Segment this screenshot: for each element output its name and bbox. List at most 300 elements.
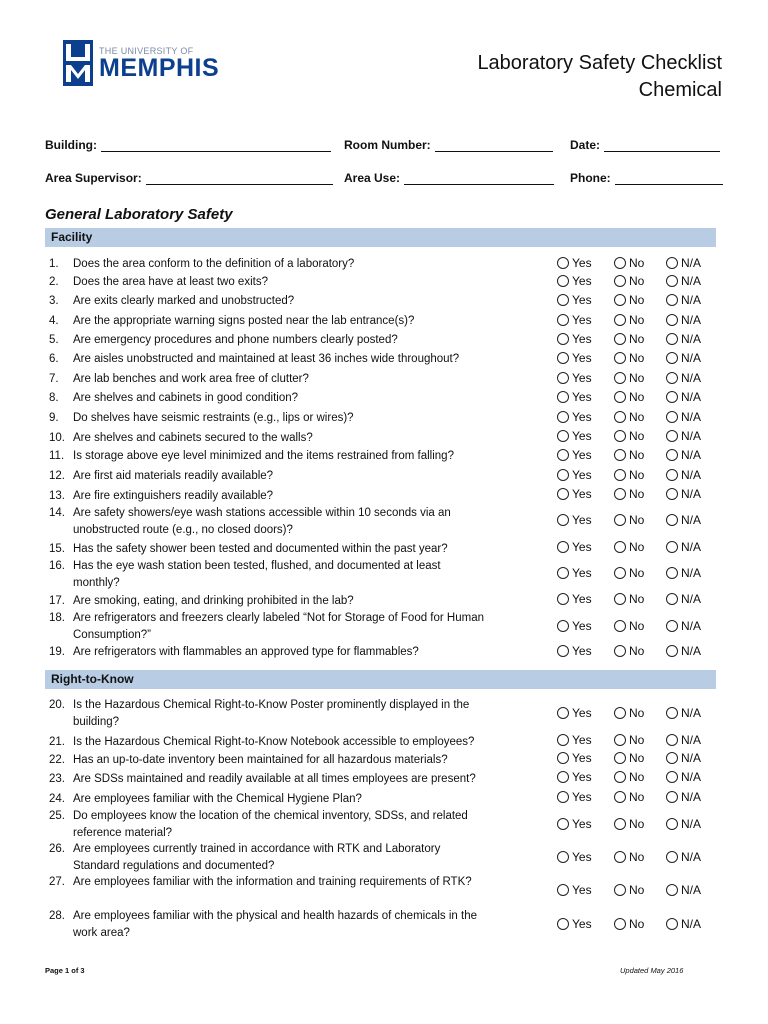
question-item bbox=[49, 593, 489, 610]
question-text: Are aisles unobstructed and maintained at least 36 inches wide throughout? bbox=[73, 353, 460, 365]
option-yes[interactable] bbox=[557, 618, 592, 634]
updated-date: Updated May 2016 bbox=[620, 966, 684, 975]
radio-yes-icon[interactable] bbox=[557, 567, 569, 579]
option-yes-label: Yes bbox=[572, 410, 592, 424]
radio-no-icon[interactable] bbox=[614, 567, 626, 579]
option-yes[interactable] bbox=[557, 512, 592, 528]
option-no-label: No bbox=[629, 751, 645, 765]
option-yes[interactable] bbox=[557, 705, 592, 721]
answer-options bbox=[557, 255, 717, 271]
radio-na-icon[interactable] bbox=[666, 294, 678, 306]
option-yes[interactable] bbox=[557, 409, 592, 425]
option-no[interactable] bbox=[614, 705, 644, 721]
option-na-label: N/A bbox=[681, 351, 702, 365]
radio-yes-icon[interactable] bbox=[557, 469, 569, 481]
option-no[interactable] bbox=[614, 389, 644, 405]
answer-options bbox=[557, 428, 717, 444]
option-yes-label: Yes bbox=[572, 513, 592, 527]
option-yes[interactable] bbox=[557, 565, 592, 581]
question-item bbox=[49, 410, 489, 427]
question-text: Is the Hazardous Chemical Right-to-Know Poster prominently displayed in the building? bbox=[73, 699, 470, 728]
radio-no-icon[interactable] bbox=[614, 391, 626, 403]
option-no[interactable] bbox=[614, 486, 644, 502]
option-no-label: No bbox=[629, 468, 645, 482]
radio-yes-icon[interactable] bbox=[557, 430, 569, 442]
radio-na-icon[interactable] bbox=[666, 372, 678, 384]
radio-yes-icon[interactable] bbox=[557, 818, 569, 830]
question-item bbox=[49, 293, 489, 310]
radio-na-icon[interactable] bbox=[666, 411, 678, 423]
question-text: Does the area conform to the definition of a laboratory? bbox=[73, 258, 355, 270]
option-na[interactable] bbox=[666, 486, 701, 502]
option-yes[interactable] bbox=[557, 255, 592, 271]
radio-no-icon[interactable] bbox=[614, 620, 626, 632]
option-no-label: No bbox=[629, 513, 645, 527]
radio-no-icon[interactable] bbox=[614, 275, 626, 287]
option-na[interactable] bbox=[666, 512, 701, 528]
option-na[interactable] bbox=[666, 447, 701, 463]
radio-yes-icon[interactable] bbox=[557, 391, 569, 403]
radio-no-icon[interactable] bbox=[614, 469, 626, 481]
radio-no-icon[interactable] bbox=[614, 734, 626, 746]
radio-na-icon[interactable] bbox=[666, 257, 678, 269]
option-na[interactable] bbox=[666, 732, 701, 748]
option-yes-label: Yes bbox=[572, 883, 592, 897]
room-number-line[interactable] bbox=[435, 137, 553, 152]
radio-yes-icon[interactable] bbox=[557, 645, 569, 657]
radio-no-icon[interactable] bbox=[614, 818, 626, 830]
option-na-label: N/A bbox=[681, 619, 702, 633]
option-no[interactable] bbox=[614, 350, 644, 366]
option-na[interactable] bbox=[666, 389, 701, 405]
question-text: Are safety showers/eye wash stations accessible within 10 seconds via an unobstructed route (e.g., no closed doors)? bbox=[73, 507, 451, 536]
radio-na-icon[interactable] bbox=[666, 567, 678, 579]
radio-yes-icon[interactable] bbox=[557, 514, 569, 526]
question-text: Are employees familiar with the Chemical Hygiene Plan? bbox=[73, 793, 362, 805]
option-no-label: No bbox=[629, 410, 645, 424]
option-no[interactable] bbox=[614, 565, 644, 581]
radio-na-icon[interactable] bbox=[666, 333, 678, 345]
radio-na-icon[interactable] bbox=[666, 884, 678, 896]
radio-no-icon[interactable] bbox=[614, 791, 626, 803]
radio-yes-icon[interactable] bbox=[557, 707, 569, 719]
radio-na-icon[interactable] bbox=[666, 449, 678, 461]
section-heading: Facility bbox=[51, 230, 93, 244]
question-text: Do employees know the location of the chemical inventory, SDSs, and related reference material? bbox=[73, 810, 468, 839]
option-no[interactable] bbox=[614, 312, 644, 328]
question-text: Are emergency procedures and phone numbers clearly posted? bbox=[73, 334, 398, 346]
radio-no-icon[interactable] bbox=[614, 884, 626, 896]
option-yes-label: Yes bbox=[572, 313, 592, 327]
date-line[interactable] bbox=[604, 137, 720, 152]
option-yes[interactable] bbox=[557, 916, 592, 932]
option-na-label: N/A bbox=[681, 644, 702, 658]
question-number: 8. bbox=[49, 392, 59, 404]
radio-no-icon[interactable] bbox=[614, 707, 626, 719]
option-no-label: No bbox=[629, 917, 645, 931]
radio-yes-icon[interactable] bbox=[557, 372, 569, 384]
section-title: General Laboratory Safety bbox=[45, 206, 233, 223]
date-label: Date: bbox=[570, 138, 601, 152]
option-yes[interactable] bbox=[557, 849, 592, 865]
title-line1: Laboratory Safety Checklist bbox=[477, 52, 722, 74]
radio-na-icon[interactable] bbox=[666, 734, 678, 746]
question-item bbox=[49, 771, 489, 788]
building-field[interactable] bbox=[45, 135, 331, 152]
option-no[interactable] bbox=[614, 512, 644, 528]
question-text: Is storage above eye level minimized and the items restrained from falling? bbox=[73, 450, 454, 462]
option-no[interactable] bbox=[614, 539, 644, 555]
question-text: Are exits clearly marked and unobstructed? bbox=[73, 295, 295, 307]
radio-na-icon[interactable] bbox=[666, 752, 678, 764]
option-yes[interactable] bbox=[557, 331, 592, 347]
option-na-label: N/A bbox=[681, 410, 702, 424]
radio-na-icon[interactable] bbox=[666, 918, 678, 930]
radio-na-icon[interactable] bbox=[666, 514, 678, 526]
date-field[interactable] bbox=[570, 135, 720, 152]
question-text: Has an up-to-date inventory been maintained for all hazardous materials? bbox=[73, 754, 448, 766]
question-number: 13. bbox=[49, 490, 65, 502]
answer-options bbox=[557, 447, 717, 463]
radio-na-icon[interactable] bbox=[666, 707, 678, 719]
option-na[interactable] bbox=[666, 370, 701, 386]
question-item bbox=[49, 313, 489, 330]
option-na[interactable] bbox=[666, 350, 701, 366]
answer-options bbox=[557, 916, 717, 932]
option-na[interactable] bbox=[666, 292, 701, 308]
radio-yes-icon[interactable] bbox=[557, 851, 569, 863]
option-na[interactable] bbox=[666, 428, 701, 444]
question-text: Are refrigerators and freezers clearly labeled “Not for Storage of Food for Human Consumption?” bbox=[73, 612, 484, 641]
radio-na-icon[interactable] bbox=[666, 771, 678, 783]
question-number: 14. bbox=[49, 507, 65, 519]
radio-no-icon[interactable] bbox=[614, 352, 626, 364]
radio-no-icon[interactable] bbox=[614, 488, 626, 500]
radio-na-icon[interactable] bbox=[666, 352, 678, 364]
option-yes[interactable] bbox=[557, 292, 592, 308]
radio-yes-icon[interactable] bbox=[557, 734, 569, 746]
option-na[interactable] bbox=[666, 705, 701, 721]
option-na[interactable] bbox=[666, 591, 701, 607]
radio-yes-icon[interactable] bbox=[557, 314, 569, 326]
option-na-label: N/A bbox=[681, 513, 702, 527]
phone-line[interactable] bbox=[615, 170, 723, 185]
info-row-2 bbox=[45, 168, 723, 188]
option-na[interactable] bbox=[666, 255, 701, 271]
radio-yes-icon[interactable] bbox=[557, 257, 569, 269]
question-text: Are employees familiar with the physical and health hazards of chemicals in the work area? bbox=[73, 910, 477, 939]
answer-options bbox=[557, 350, 717, 366]
radio-na-icon[interactable] bbox=[666, 469, 678, 481]
radio-yes-icon[interactable] bbox=[557, 752, 569, 764]
radio-no-icon[interactable] bbox=[614, 851, 626, 863]
option-yes[interactable] bbox=[557, 370, 592, 386]
option-no[interactable] bbox=[614, 643, 644, 659]
option-na[interactable] bbox=[666, 273, 701, 289]
option-no-label: No bbox=[629, 592, 645, 606]
radio-yes-icon[interactable] bbox=[557, 918, 569, 930]
option-no[interactable] bbox=[614, 916, 644, 932]
option-yes-label: Yes bbox=[572, 733, 592, 747]
radio-no-icon[interactable] bbox=[614, 593, 626, 605]
option-yes[interactable] bbox=[557, 428, 592, 444]
option-na[interactable] bbox=[666, 467, 701, 483]
option-yes[interactable] bbox=[557, 816, 592, 832]
answer-options bbox=[557, 849, 717, 865]
option-na[interactable] bbox=[666, 882, 701, 898]
question-item bbox=[49, 448, 489, 465]
option-na-label: N/A bbox=[681, 332, 702, 346]
question-text: Are SDSs maintained and readily available at all times employees are present? bbox=[73, 773, 476, 785]
option-na[interactable] bbox=[666, 769, 701, 785]
option-no[interactable] bbox=[614, 591, 644, 607]
option-no-label: No bbox=[629, 448, 645, 462]
question-number: 1. bbox=[49, 258, 59, 270]
radio-na-icon[interactable] bbox=[666, 593, 678, 605]
option-no-label: No bbox=[629, 850, 645, 864]
building-line[interactable] bbox=[101, 137, 331, 152]
option-no[interactable] bbox=[614, 409, 644, 425]
option-yes[interactable] bbox=[557, 750, 592, 766]
option-no[interactable] bbox=[614, 273, 644, 289]
option-no[interactable] bbox=[614, 789, 644, 805]
radio-na-icon[interactable] bbox=[666, 620, 678, 632]
radio-na-icon[interactable] bbox=[666, 314, 678, 326]
radio-yes-icon[interactable] bbox=[557, 411, 569, 423]
info-row-1 bbox=[45, 135, 723, 155]
option-yes-label: Yes bbox=[572, 790, 592, 804]
question-number: 20. bbox=[49, 699, 65, 711]
option-no[interactable] bbox=[614, 292, 644, 308]
option-no-label: No bbox=[629, 487, 645, 501]
radio-no-icon[interactable] bbox=[614, 257, 626, 269]
option-yes[interactable] bbox=[557, 467, 592, 483]
option-na-label: N/A bbox=[681, 733, 702, 747]
radio-no-icon[interactable] bbox=[614, 314, 626, 326]
option-yes[interactable] bbox=[557, 447, 592, 463]
option-yes-label: Yes bbox=[572, 619, 592, 633]
option-no[interactable] bbox=[614, 331, 644, 347]
answer-options bbox=[557, 292, 717, 308]
answer-options bbox=[557, 370, 717, 386]
radio-no-icon[interactable] bbox=[614, 294, 626, 306]
radio-no-icon[interactable] bbox=[614, 752, 626, 764]
option-na[interactable] bbox=[666, 849, 701, 865]
option-yes-label: Yes bbox=[572, 566, 592, 580]
question-number: 10. bbox=[49, 432, 65, 444]
radio-na-icon[interactable] bbox=[666, 791, 678, 803]
radio-na-icon[interactable] bbox=[666, 851, 678, 863]
answer-options bbox=[557, 882, 717, 898]
radio-yes-icon[interactable] bbox=[557, 620, 569, 632]
option-no[interactable] bbox=[614, 769, 644, 785]
radio-no-icon[interactable] bbox=[614, 541, 626, 553]
option-na[interactable] bbox=[666, 618, 701, 634]
option-na-label: N/A bbox=[681, 770, 702, 784]
radio-no-icon[interactable] bbox=[614, 449, 626, 461]
question-item bbox=[49, 841, 489, 874]
answer-options bbox=[557, 643, 717, 659]
section-band-right-to-know bbox=[45, 670, 716, 689]
logo-line1: THE UNIVERSITY OF bbox=[99, 46, 194, 56]
option-no[interactable] bbox=[614, 428, 644, 444]
answer-options bbox=[557, 512, 717, 528]
option-no[interactable] bbox=[614, 467, 644, 483]
radio-yes-icon[interactable] bbox=[557, 593, 569, 605]
option-yes[interactable] bbox=[557, 591, 592, 607]
option-na-label: N/A bbox=[681, 917, 702, 931]
option-na[interactable] bbox=[666, 331, 701, 347]
question-text: Are employees familiar with the information and training requirements of RTK? bbox=[73, 876, 472, 888]
question-text: Do shelves have seismic restraints (e.g., lips or wires)? bbox=[73, 412, 354, 424]
page-number: Page 1 of 3 bbox=[45, 966, 85, 975]
option-no[interactable] bbox=[614, 370, 644, 386]
question-item bbox=[49, 908, 489, 941]
option-na-label: N/A bbox=[681, 817, 702, 831]
radio-no-icon[interactable] bbox=[614, 333, 626, 345]
option-yes[interactable] bbox=[557, 882, 592, 898]
radio-na-icon[interactable] bbox=[666, 391, 678, 403]
room-number-field[interactable] bbox=[344, 135, 553, 152]
option-no[interactable] bbox=[614, 618, 644, 634]
option-yes-label: Yes bbox=[572, 917, 592, 931]
option-na[interactable] bbox=[666, 789, 701, 805]
question-item bbox=[49, 644, 489, 661]
radio-yes-icon[interactable] bbox=[557, 771, 569, 783]
question-item bbox=[49, 371, 489, 388]
question-item bbox=[49, 808, 489, 841]
option-na-label: N/A bbox=[681, 390, 702, 404]
phone-label: Phone: bbox=[570, 171, 611, 185]
radio-no-icon[interactable] bbox=[614, 771, 626, 783]
radio-yes-icon[interactable] bbox=[557, 352, 569, 364]
area-use-field[interactable] bbox=[344, 168, 554, 185]
radio-no-icon[interactable] bbox=[614, 918, 626, 930]
option-no-label: No bbox=[629, 790, 645, 804]
question-text: Are the appropriate warning signs posted near the lab entrance(s)? bbox=[73, 315, 415, 327]
option-yes-label: Yes bbox=[572, 448, 592, 462]
university-logo bbox=[63, 40, 219, 86]
option-yes[interactable] bbox=[557, 769, 592, 785]
option-na-label: N/A bbox=[681, 429, 702, 443]
option-na[interactable] bbox=[666, 312, 701, 328]
radio-yes-icon[interactable] bbox=[557, 488, 569, 500]
question-number: 5. bbox=[49, 334, 59, 346]
option-yes-label: Yes bbox=[572, 274, 592, 288]
radio-no-icon[interactable] bbox=[614, 411, 626, 423]
option-no[interactable] bbox=[614, 849, 644, 865]
area-supervisor-line[interactable] bbox=[146, 170, 333, 185]
option-no[interactable] bbox=[614, 255, 644, 271]
radio-na-icon[interactable] bbox=[666, 541, 678, 553]
option-yes[interactable] bbox=[557, 486, 592, 502]
option-na-label: N/A bbox=[681, 448, 702, 462]
option-no-label: No bbox=[629, 256, 645, 270]
radio-yes-icon[interactable] bbox=[557, 791, 569, 803]
option-yes-label: Yes bbox=[572, 371, 592, 385]
option-yes-label: Yes bbox=[572, 332, 592, 346]
option-no[interactable] bbox=[614, 750, 644, 766]
option-yes[interactable] bbox=[557, 389, 592, 405]
option-na[interactable] bbox=[666, 565, 701, 581]
option-no-label: No bbox=[629, 883, 645, 897]
question-number: 9. bbox=[49, 412, 59, 424]
radio-yes-icon[interactable] bbox=[557, 884, 569, 896]
option-na[interactable] bbox=[666, 916, 701, 932]
option-no[interactable] bbox=[614, 882, 644, 898]
radio-na-icon[interactable] bbox=[666, 645, 678, 657]
question-number: 24. bbox=[49, 793, 65, 805]
option-no-label: No bbox=[629, 390, 645, 404]
option-no[interactable] bbox=[614, 732, 644, 748]
question-item bbox=[49, 256, 489, 273]
radio-yes-icon[interactable] bbox=[557, 333, 569, 345]
answer-options bbox=[557, 565, 717, 581]
phone-field[interactable] bbox=[570, 168, 723, 185]
option-yes[interactable] bbox=[557, 539, 592, 555]
option-na[interactable] bbox=[666, 750, 701, 766]
radio-yes-icon[interactable] bbox=[557, 449, 569, 461]
question-item bbox=[49, 332, 489, 349]
option-yes[interactable] bbox=[557, 273, 592, 289]
answer-options bbox=[557, 591, 717, 607]
option-yes[interactable] bbox=[557, 312, 592, 328]
question-text: Has the eye wash station been tested, flushed, and documented at least monthly? bbox=[73, 560, 441, 589]
option-no-label: No bbox=[629, 706, 645, 720]
question-text: Are refrigerators with flammables an approved type for flammables? bbox=[73, 646, 419, 658]
question-number: 17. bbox=[49, 595, 65, 607]
question-item bbox=[49, 488, 489, 505]
option-no[interactable] bbox=[614, 447, 644, 463]
radio-no-icon[interactable] bbox=[614, 514, 626, 526]
option-yes-label: Yes bbox=[572, 468, 592, 482]
option-yes-label: Yes bbox=[572, 540, 592, 554]
option-no[interactable] bbox=[614, 816, 644, 832]
question-number: 26. bbox=[49, 843, 65, 855]
option-yes[interactable] bbox=[557, 350, 592, 366]
option-yes-label: Yes bbox=[572, 351, 592, 365]
option-yes[interactable] bbox=[557, 789, 592, 805]
option-yes-label: Yes bbox=[572, 850, 592, 864]
radio-na-icon[interactable] bbox=[666, 430, 678, 442]
radio-no-icon[interactable] bbox=[614, 372, 626, 384]
question-number: 27. bbox=[49, 876, 65, 888]
option-na[interactable] bbox=[666, 409, 701, 425]
radio-yes-icon[interactable] bbox=[557, 294, 569, 306]
question-number: 21. bbox=[49, 736, 65, 748]
option-na-label: N/A bbox=[681, 540, 702, 554]
radio-yes-icon[interactable] bbox=[557, 541, 569, 553]
question-text: Has the safety shower been tested and documented within the past year? bbox=[73, 543, 448, 555]
option-na[interactable] bbox=[666, 643, 701, 659]
area-use-line[interactable] bbox=[404, 170, 554, 185]
radio-yes-icon[interactable] bbox=[557, 275, 569, 287]
radio-na-icon[interactable] bbox=[666, 488, 678, 500]
option-yes[interactable] bbox=[557, 643, 592, 659]
radio-no-icon[interactable] bbox=[614, 430, 626, 442]
question-text: Is the Hazardous Chemical Right-to-Know Notebook accessible to employees? bbox=[73, 736, 475, 748]
area-supervisor-field[interactable] bbox=[45, 168, 333, 185]
option-na[interactable] bbox=[666, 816, 701, 832]
option-yes[interactable] bbox=[557, 732, 592, 748]
radio-no-icon[interactable] bbox=[614, 645, 626, 657]
question-number: 25. bbox=[49, 810, 65, 822]
radio-na-icon[interactable] bbox=[666, 275, 678, 287]
option-yes-label: Yes bbox=[572, 429, 592, 443]
question-number: 7. bbox=[49, 373, 59, 385]
option-na[interactable] bbox=[666, 539, 701, 555]
radio-na-icon[interactable] bbox=[666, 818, 678, 830]
